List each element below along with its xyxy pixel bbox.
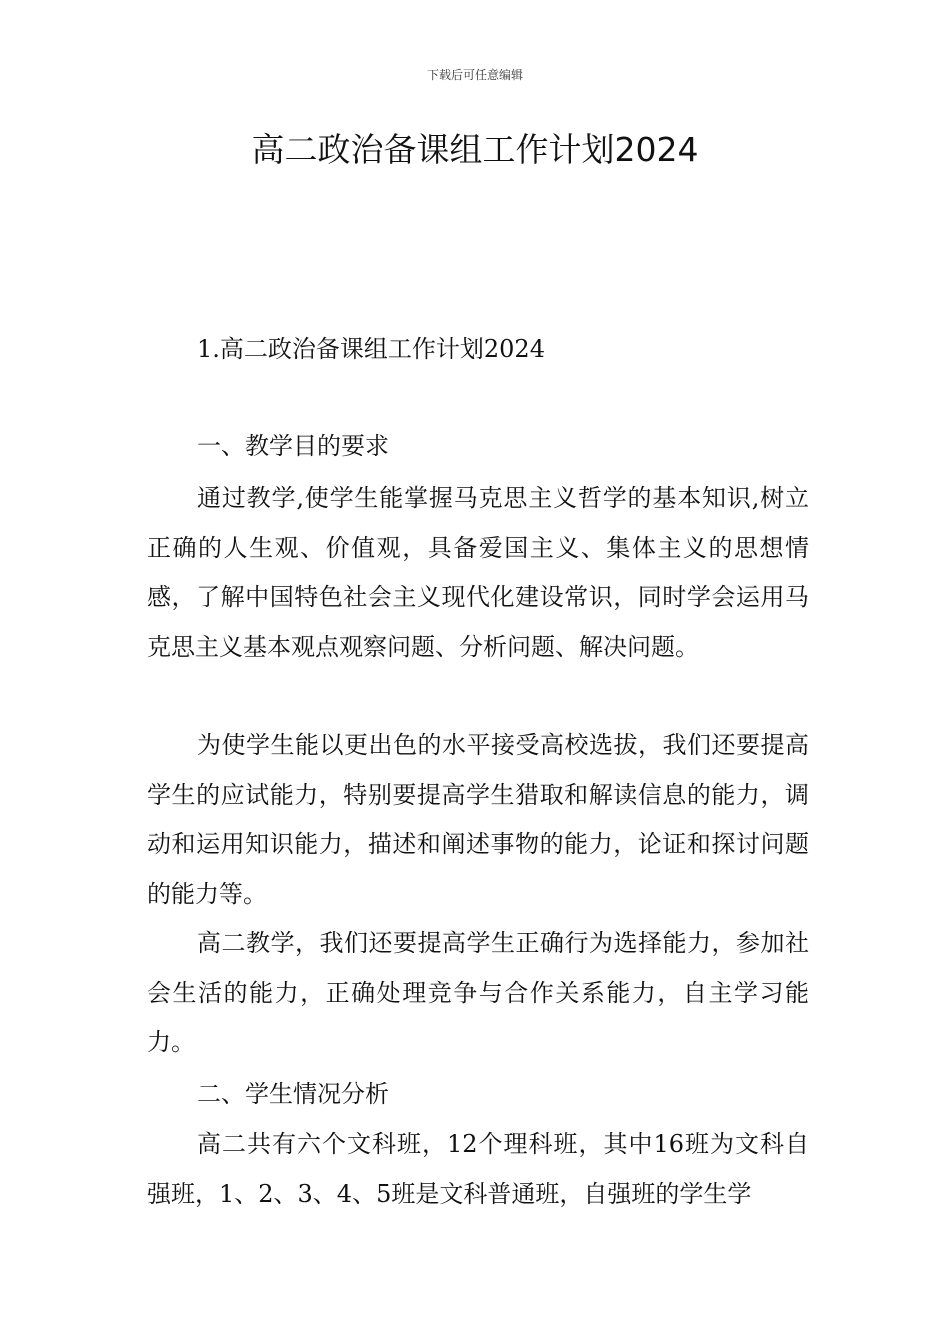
paragraph: 高二共有六个文科班，12个理科班，其中16班为文科自强班，1、2、3、4、5班是文科普通班，自强班的学生学 — [147, 1130, 809, 1208]
header-note: 下载后可任意编辑 — [426, 68, 523, 82]
subtitle: 1.高二政治备课组工作计划2024 — [197, 335, 545, 363]
paragraph: 通过教学,使学生能掌握马克思主义哲学的基本知识,树立正确的人生观、价值观，具备爱国主义、集体主义的思想情感，了解中国特色社会主义现代化建设常识，同时学会运用马克思主义基本观点观察问题、分析问题、解决问题。 — [147, 484, 809, 661]
section-2-heading: 二、学生情况分析 — [197, 1080, 389, 1108]
section-1-heading: 一、教学目的要求 — [197, 432, 389, 460]
paragraph: 高二教学，我们还要提高学生正确行为选择能力，参加社会生活的能力，正确处理竞争与合作关系能力，自主学习能力。 — [147, 929, 809, 1056]
paragraph: 为使学生能以更出色的水平接受高校选拔，我们还要提高学生的应试能力，特别要提高学生猎取和解读信息的能力，调动和运用知识能力，描述和阐述事物的能力，论证和探讨问题的能力等。 — [147, 731, 809, 908]
document-title: 高二政治备课组工作计划2024 — [251, 130, 699, 169]
